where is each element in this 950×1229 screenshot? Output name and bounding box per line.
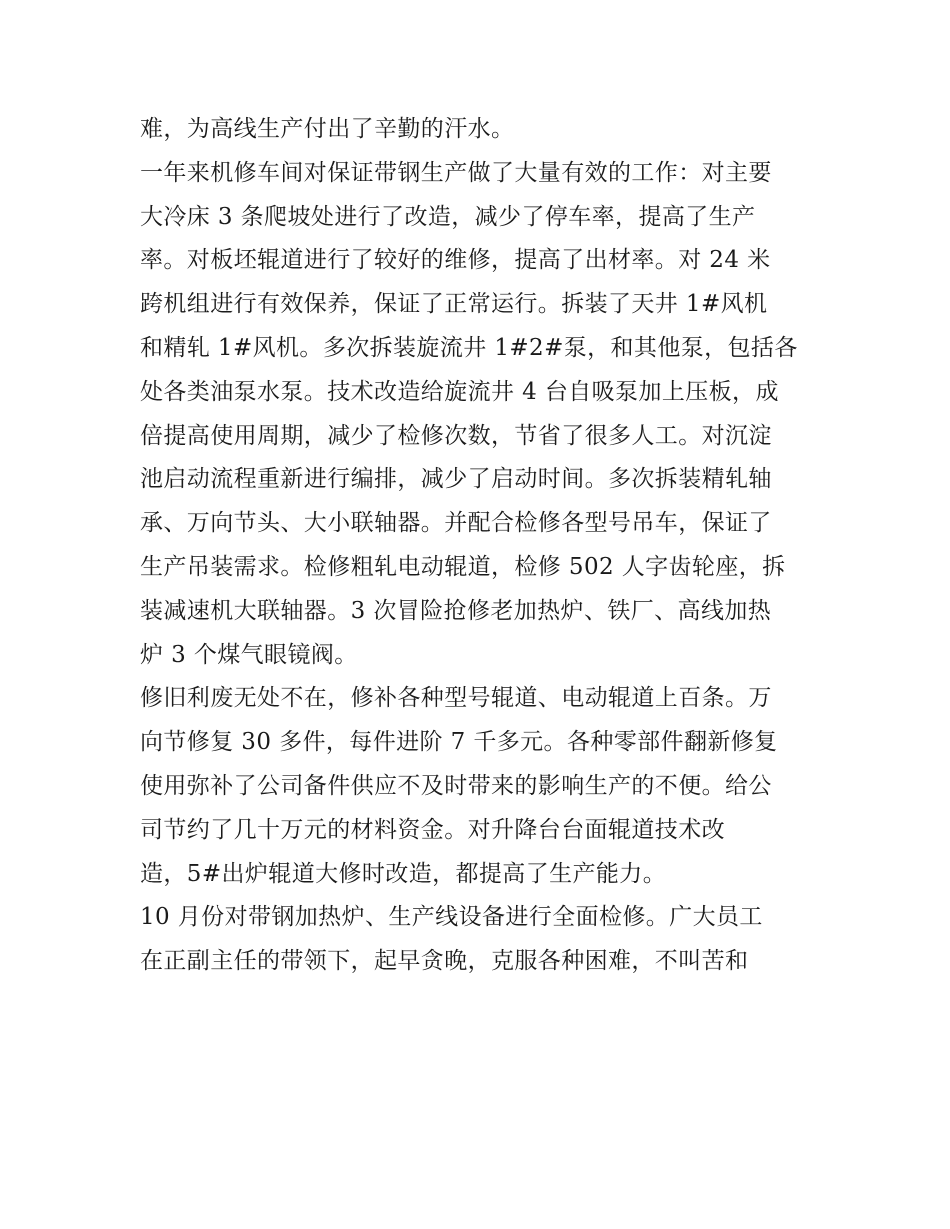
text-line: 在正副主任的带领下，起早贪晚，克服各种困难，不叫苦和 — [140, 948, 749, 975]
text-line: 大冷床 3 条爬坡处进行了改造，减少了停车率，提高了生产 — [140, 203, 756, 230]
text-line: 跨机组进行有效保养，保证了正常运行。拆装了天井 1#风机 — [140, 291, 768, 318]
text-line: 倍提高使用周期，减少了检修次数，节省了很多人工。对沉淀 — [140, 422, 772, 449]
text-line: 使用弥补了公司备件供应不及时带来的影响生产的不便。给公 — [140, 772, 772, 799]
text-line: 炉 3 个煤气眼镜阀。 — [140, 641, 358, 668]
text-line: 率。对板坯辊道进行了较好的维修，提高了出材率。对 24 米 — [140, 247, 771, 274]
text-line: 向节修复 30 多件，每件进阶 7 千多元。各种零部件翻新修复 — [140, 729, 778, 756]
text-line: 生产吊装需求。检修粗轧电动辊道，检修 502 人字齿轮座，拆 — [140, 553, 786, 580]
text-line: 造，5#出炉辊道大修时改造，都提高了生产能力。 — [140, 860, 667, 887]
text-line: 司节约了几十万元的材料资金。对升降台台面辊道技术改 — [140, 816, 725, 843]
text-line: 承、万向节头、大小联轴器。并配合检修各型号吊车，保证了 — [140, 510, 772, 537]
text-line: 池启动流程重新进行编排，减少了启动时间。多次拆装精轧轴 — [140, 466, 772, 493]
text-line: 处各类油泵水泵。技术改造给旋流井 4 台自吸泵加上压板，成 — [140, 378, 779, 405]
text-line: 一年来机修车间对保证带钢生产做了大量有效的工作：对主要 — [140, 159, 772, 186]
text-line: 难，为高线生产付出了辛勤的汗水。 — [140, 116, 515, 142]
document-body — [140, 108, 830, 984]
text-line: 和精轧 1#风机。多次拆装旋流井 1#2#泵，和其他泵，包括各 — [140, 334, 798, 361]
text-line: 10 月份对带钢加热炉、生产线设备进行全面检修。广大员工 — [140, 904, 763, 931]
text-line: 修旧利废无处不在，修补各种型号辊道、电动辊道上百条。万 — [140, 685, 772, 712]
text-line: 装减速机大联轴器。3 次冒险抢修老加热炉、铁厂、高线加热 — [140, 597, 772, 624]
